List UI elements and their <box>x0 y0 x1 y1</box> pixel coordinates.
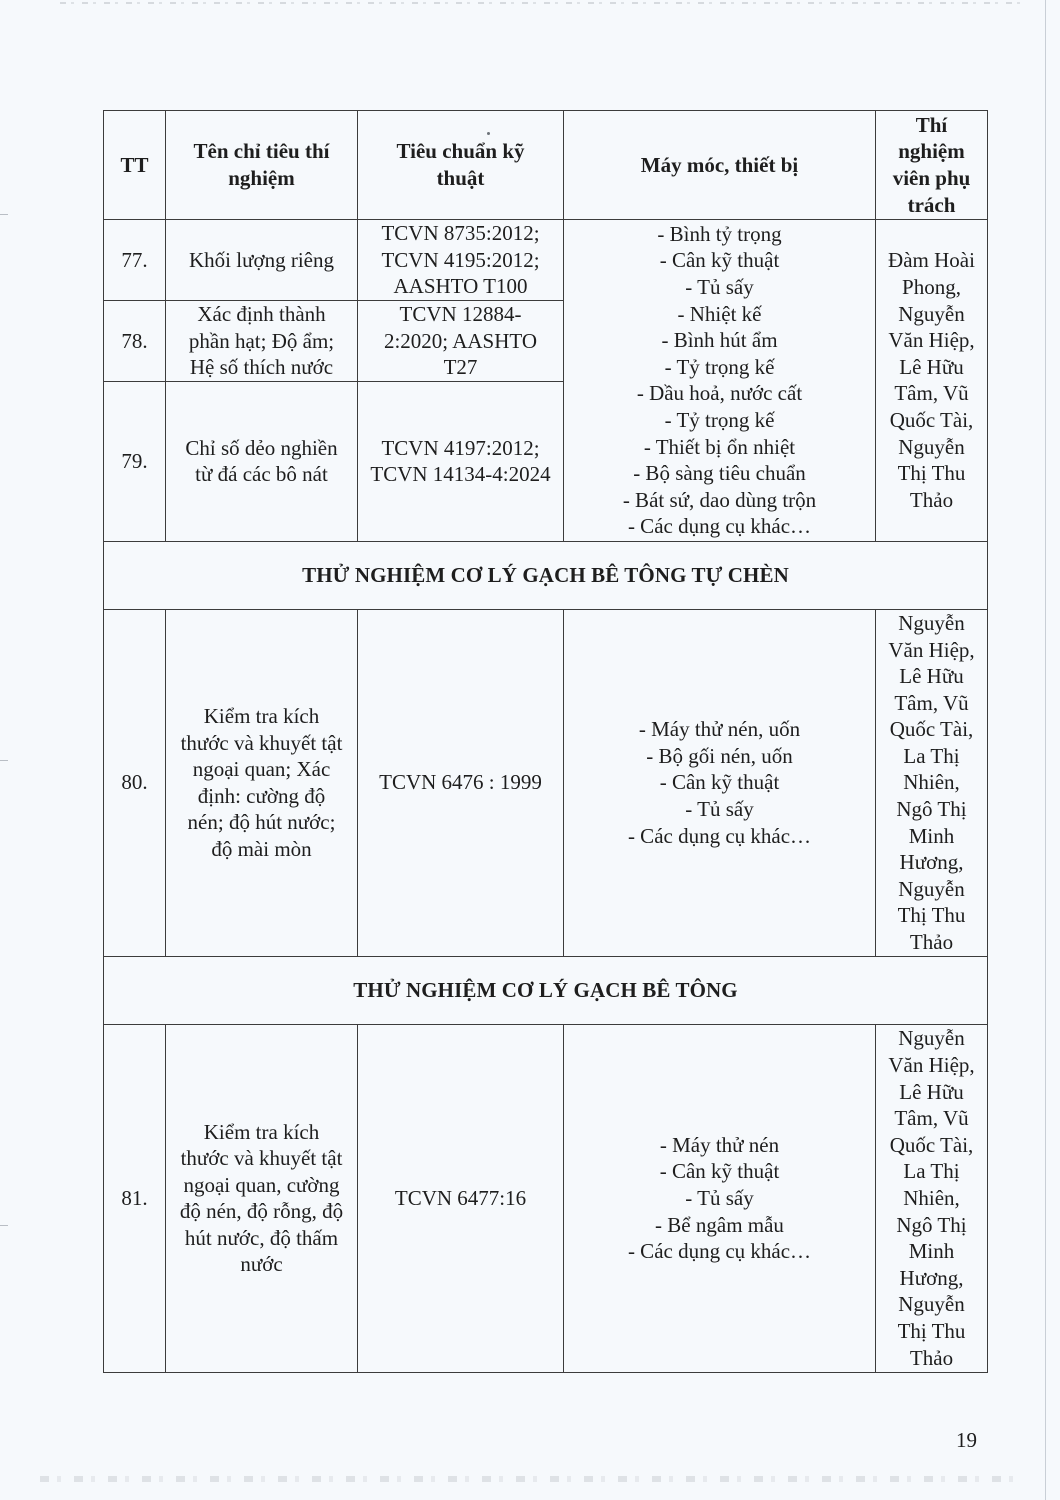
standard-cell: TCVN 12884- 2:2020; AASHTO T27 <box>358 301 564 382</box>
header-standard: Tiêu chuẩn kỹ thuật <box>358 111 564 220</box>
equipment-cell: - Máy thử nén - Cân kỹ thuật - Tủ sấy - Bể ngâm mẫu - Các dụng cụ khác… <box>564 1024 876 1372</box>
staff-cell: Nguyễn Văn Hiệp, Lê Hữu Tâm, Vũ Quốc Tài, La Thị Nhiên, Ngô Thị Minh Hương, Nguyễn Thị Thu Thảo <box>876 609 988 956</box>
table-row <box>104 220 988 301</box>
margin-mark <box>0 760 8 761</box>
test-name-cell: Kiểm tra kích thước và khuyết tật ngoại quan, cường độ nén, độ rỗng, độ hút nước, độ thấm nước <box>166 1024 358 1372</box>
header-test-name: Tên chỉ tiêu thí nghiệm <box>166 111 358 220</box>
standard-cell: TCVN 4197:2012; TCVN 14134-4:2024 <box>358 381 564 541</box>
header-tt: TT <box>104 111 166 220</box>
row-number: 80. <box>104 609 166 956</box>
header-equipment: Máy móc, thiết bị <box>564 111 876 220</box>
row-number: 77. <box>104 220 166 301</box>
scan-artifact-top <box>60 2 1020 4</box>
staff-cell: Nguyễn Văn Hiệp, Lê Hữu Tâm, Vũ Quốc Tài, La Thị Nhiên, Ngô Thị Minh Hương, Nguyễn Thị Thu Thảo <box>876 1024 988 1372</box>
margin-mark <box>0 1225 8 1226</box>
section-header-row <box>104 541 988 609</box>
test-name-cell: Xác định thành phần hạt; Độ ẩm; Hệ số thích nước <box>166 301 358 382</box>
section-title: THỬ NGHIỆM CƠ LÝ GẠCH BÊ TÔNG <box>104 956 988 1024</box>
scan-artifact-bottom <box>40 1476 1020 1482</box>
equipment-cell: - Máy thử nén, uốn - Bộ gối nén, uốn - Cân kỹ thuật - Tủ sấy - Các dụng cụ khác… <box>564 609 876 956</box>
table-header-row <box>104 111 988 220</box>
row-number: 81. <box>104 1024 166 1372</box>
standard-cell: TCVN 8735:2012; TCVN 4195:2012; AASHTO T100 <box>358 220 564 301</box>
row-number: 78. <box>104 301 166 382</box>
table-row <box>104 609 988 956</box>
test-name-cell: Khối lượng riêng <box>166 220 358 301</box>
test-capability-table <box>103 110 988 1373</box>
staff-cell: Đàm Hoài Phong, Nguyễn Văn Hiệp, Lê Hữu Tâm, Vũ Quốc Tài, Nguyễn Thị Thu Thảo <box>876 220 988 542</box>
standard-cell: TCVN 6476 : 1999 <box>358 609 564 956</box>
equipment-cell: - Bình tỷ trọng - Cân kỹ thuật - Tủ sấy - Nhiệt kế - Bình hút ẩm - Tỷ trọng kế - Dầu hoả, nước cất - Tỷ trọng kế - Thiết bị ổn nhiệt - Bộ sàng tiêu chuẩn - Bát sứ, dao dùng trộn - Các dụng cụ khác… <box>564 220 876 542</box>
table-row <box>104 1024 988 1372</box>
row-number: 79. <box>104 381 166 541</box>
test-name-cell: Chỉ số dẻo nghiền từ đá các bô nát <box>166 381 358 541</box>
section-title: THỬ NGHIỆM CƠ LÝ GẠCH BÊ TÔNG TỰ CHÈN <box>104 541 988 609</box>
section-header-row <box>104 956 988 1024</box>
page-number: 19 <box>956 1428 977 1452</box>
test-name-cell: Kiểm tra kích thước và khuyết tật ngoại quan; Xác định: cường độ nén; độ hút nước; độ mài mòn <box>166 609 358 956</box>
page-edge <box>1045 0 1046 1500</box>
margin-mark <box>0 214 8 215</box>
header-staff: Thí nghiệm viên phụ trách <box>876 111 988 220</box>
standard-cell: TCVN 6477:16 <box>358 1024 564 1372</box>
